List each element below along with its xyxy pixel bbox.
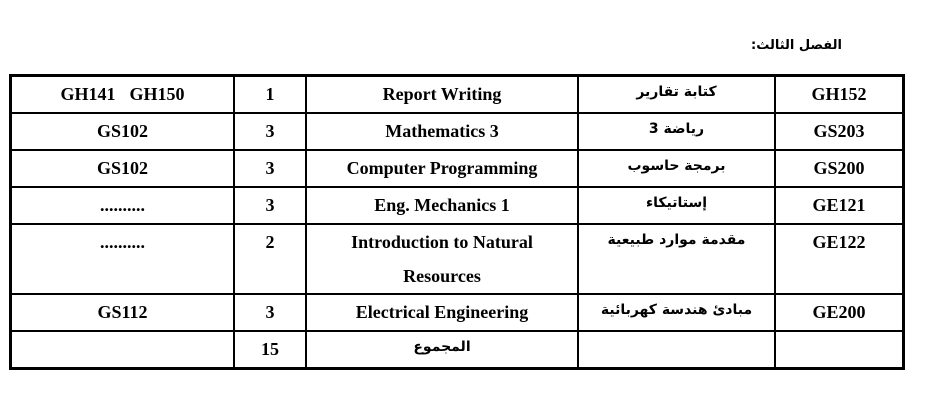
course-code-cell: GE121 [775,187,903,224]
english-name-cell: Mathematics 3 [306,113,578,150]
prerequisite-cell: GS102 [11,150,234,187]
total-row [11,331,903,368]
prerequisite-code: GH150 [129,84,185,104]
table-row [11,224,903,294]
prerequisite-cell [11,76,234,113]
course-table [9,74,905,370]
prerequisite-cell: GS102 [11,113,234,150]
credits-cell: 2 [234,224,306,294]
table-row [11,294,903,331]
credits-cell: 1 [234,76,306,113]
arabic-name-cell: كتابة تقارير [578,76,775,113]
english-name-cell: Eng. Mechanics 1 [306,187,578,224]
english-name-cell: Electrical Engineering [306,294,578,331]
empty-cell [775,331,903,368]
course-code-cell: GE122 [775,224,903,294]
empty-cell [11,331,234,368]
arabic-name-cell: مقدمة موارد طبيعية [578,224,775,294]
total-credits-cell: 15 [234,331,306,368]
table-row [11,113,903,150]
english-name-cell: Introduction to Natural Resources [306,224,578,294]
prerequisite-cell: .......... [11,187,234,224]
course-code-cell: GE200 [775,294,903,331]
credits-cell: 3 [234,294,306,331]
prerequisite-code: GH141 [60,84,116,104]
arabic-name-cell: رياضة 3 [578,113,775,150]
credits-cell: 3 [234,150,306,187]
english-name-cell: Computer Programming [306,150,578,187]
credits-cell: 3 [234,187,306,224]
arabic-name-cell: برمجة حاسوب [578,150,775,187]
table-row [11,76,903,113]
prerequisite-cell: .......... [11,224,234,294]
empty-cell [578,331,775,368]
english-name-cell: Report Writing [306,76,578,113]
course-code-cell: GS200 [775,150,903,187]
prerequisite-cell: GS112 [11,294,234,331]
arabic-name-cell: إستاتيكاء [578,187,775,224]
section-title: الفصل الثالث: [751,38,842,53]
arabic-name-cell: مبادئ هندسة كهربائية [578,294,775,331]
table-row [11,150,903,187]
course-code-cell: GH152 [775,76,903,113]
total-label-cell: المجموع [306,331,578,368]
table-row [11,187,903,224]
credits-cell: 3 [234,113,306,150]
course-code-cell: GS203 [775,113,903,150]
